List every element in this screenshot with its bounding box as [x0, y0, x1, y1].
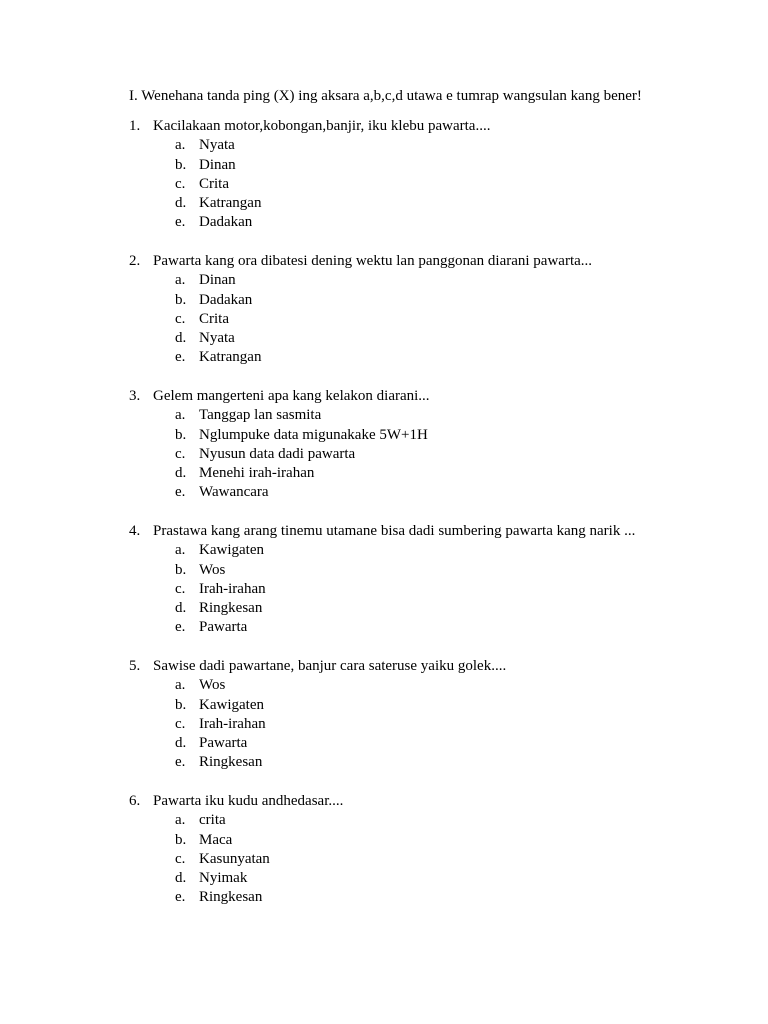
question-line [129, 792, 729, 811]
option-text: Dadakan [199, 291, 253, 308]
option-text: Kawigaten [199, 696, 264, 713]
option-letter: d. [175, 600, 187, 617]
option-text: Maca [199, 831, 233, 848]
option-letter: e. [175, 619, 186, 636]
option-text: Crita [199, 310, 229, 327]
question-1 [129, 117, 729, 233]
question-line [129, 387, 729, 406]
option-a [129, 271, 729, 290]
option-text: Nyata [199, 137, 235, 154]
question-6 [129, 792, 729, 908]
option-text: Katrangan [199, 349, 262, 366]
option-c [129, 715, 729, 734]
question-number: 4. [129, 523, 141, 539]
question-number: 2. [129, 253, 141, 269]
question-line [129, 657, 729, 676]
option-c [129, 175, 729, 194]
option-text: Wawancara [199, 484, 269, 501]
option-text: Ringkesan [199, 754, 263, 771]
option-letter: d. [175, 465, 187, 482]
question-text: Kacilakaan motor,kobongan,banjir, iku klebu pawarta.... [153, 118, 491, 134]
option-d [129, 734, 729, 753]
question-line [129, 117, 729, 136]
option-text: Nyata [199, 330, 235, 347]
question-number: 6. [129, 793, 141, 809]
option-letter: d. [175, 330, 187, 347]
option-b [129, 696, 729, 715]
option-text: Ringkesan [199, 600, 263, 617]
question-text: Pawarta kang ora dibatesi dening wektu lan panggonan diarani pawarta... [153, 253, 593, 269]
option-b [129, 291, 729, 310]
option-letter: b. [175, 426, 187, 443]
option-letter: c. [175, 445, 186, 462]
option-d [129, 464, 729, 483]
option-letter: d. [175, 195, 187, 212]
option-e [129, 483, 729, 502]
question-text: Gelem mangerteni apa kang kelakon diarani... [153, 388, 430, 404]
question-5 [129, 657, 729, 773]
option-text: crita [199, 812, 226, 829]
option-letter: a. [175, 272, 186, 289]
option-letter: e. [175, 349, 186, 366]
option-c [129, 445, 729, 464]
option-text: Katrangan [199, 195, 262, 212]
option-a [129, 811, 729, 830]
option-text: Irah-irahan [199, 715, 266, 732]
option-e [129, 753, 729, 772]
instruction-text: I. Wenehana tanda ping (X) ing aksara a,b,c,d utawa e tumrap wangsulan kang bener! [129, 88, 642, 104]
option-letter: e. [175, 754, 186, 771]
option-text: Menehi irah-irahan [199, 465, 315, 482]
option-text: Pawarta [199, 619, 248, 636]
option-letter: d. [175, 870, 187, 887]
option-c [129, 850, 729, 869]
option-text: Tanggap lan sasmita [199, 407, 322, 424]
option-e [129, 348, 729, 367]
question-line [129, 522, 729, 541]
option-letter: c. [175, 175, 186, 192]
option-a [129, 541, 729, 560]
option-text: Dadakan [199, 214, 253, 231]
option-letter: d. [175, 735, 187, 752]
option-letter: a. [175, 812, 186, 829]
option-text: Dinan [199, 156, 236, 173]
option-text: Wos [199, 677, 226, 694]
option-letter: c. [175, 850, 186, 867]
option-letter: a. [175, 677, 186, 694]
option-letter: a. [175, 542, 186, 559]
option-b [129, 831, 729, 850]
question-text: Prastawa kang arang tinemu utamane bisa dadi sumbering pawarta kang narik ... [153, 523, 636, 539]
option-letter: e. [175, 214, 186, 231]
option-letter: b. [175, 291, 187, 308]
option-text: Crita [199, 175, 229, 192]
option-text: Nyusun data dadi pawarta [199, 445, 356, 462]
option-d [129, 194, 729, 213]
question-number: 5. [129, 658, 141, 674]
question-number: 1. [129, 118, 141, 134]
option-letter: b. [175, 696, 187, 713]
option-text: Pawarta [199, 735, 248, 752]
option-e [129, 213, 729, 232]
option-letter: b. [175, 831, 187, 848]
option-letter: b. [175, 561, 187, 578]
option-a [129, 136, 729, 155]
option-letter: b. [175, 156, 187, 173]
option-letter: c. [175, 310, 186, 327]
option-letter: e. [175, 889, 186, 906]
option-text: Ringkesan [199, 889, 263, 906]
option-b [129, 156, 729, 175]
option-c [129, 580, 729, 599]
option-text: Dinan [199, 272, 236, 289]
option-a [129, 676, 729, 695]
option-b [129, 561, 729, 580]
option-letter: c. [175, 580, 186, 597]
question-line [129, 252, 729, 271]
option-c [129, 310, 729, 329]
question-2 [129, 252, 729, 368]
option-letter: c. [175, 715, 186, 732]
option-text: Kawigaten [199, 542, 264, 559]
option-text: Nyimak [199, 870, 248, 887]
option-b [129, 426, 729, 445]
option-d [129, 329, 729, 348]
option-text: Wos [199, 561, 226, 578]
option-d [129, 599, 729, 618]
option-text: Nglumpuke data migunakake 5W+1H [199, 426, 428, 443]
option-a [129, 406, 729, 425]
option-letter: e. [175, 484, 186, 501]
option-d [129, 869, 729, 888]
question-text: Pawarta iku kudu andhedasar.... [153, 793, 344, 809]
option-text: Irah-irahan [199, 580, 266, 597]
question-number: 3. [129, 388, 141, 404]
option-e [129, 888, 729, 907]
option-e [129, 618, 729, 637]
question-text: Sawise dadi pawartane, banjur cara sateruse yaiku golek.... [153, 658, 507, 674]
question-3 [129, 387, 729, 503]
question-4 [129, 522, 729, 638]
option-text: Kasunyatan [199, 850, 270, 867]
option-letter: a. [175, 407, 186, 424]
option-letter: a. [175, 137, 186, 154]
